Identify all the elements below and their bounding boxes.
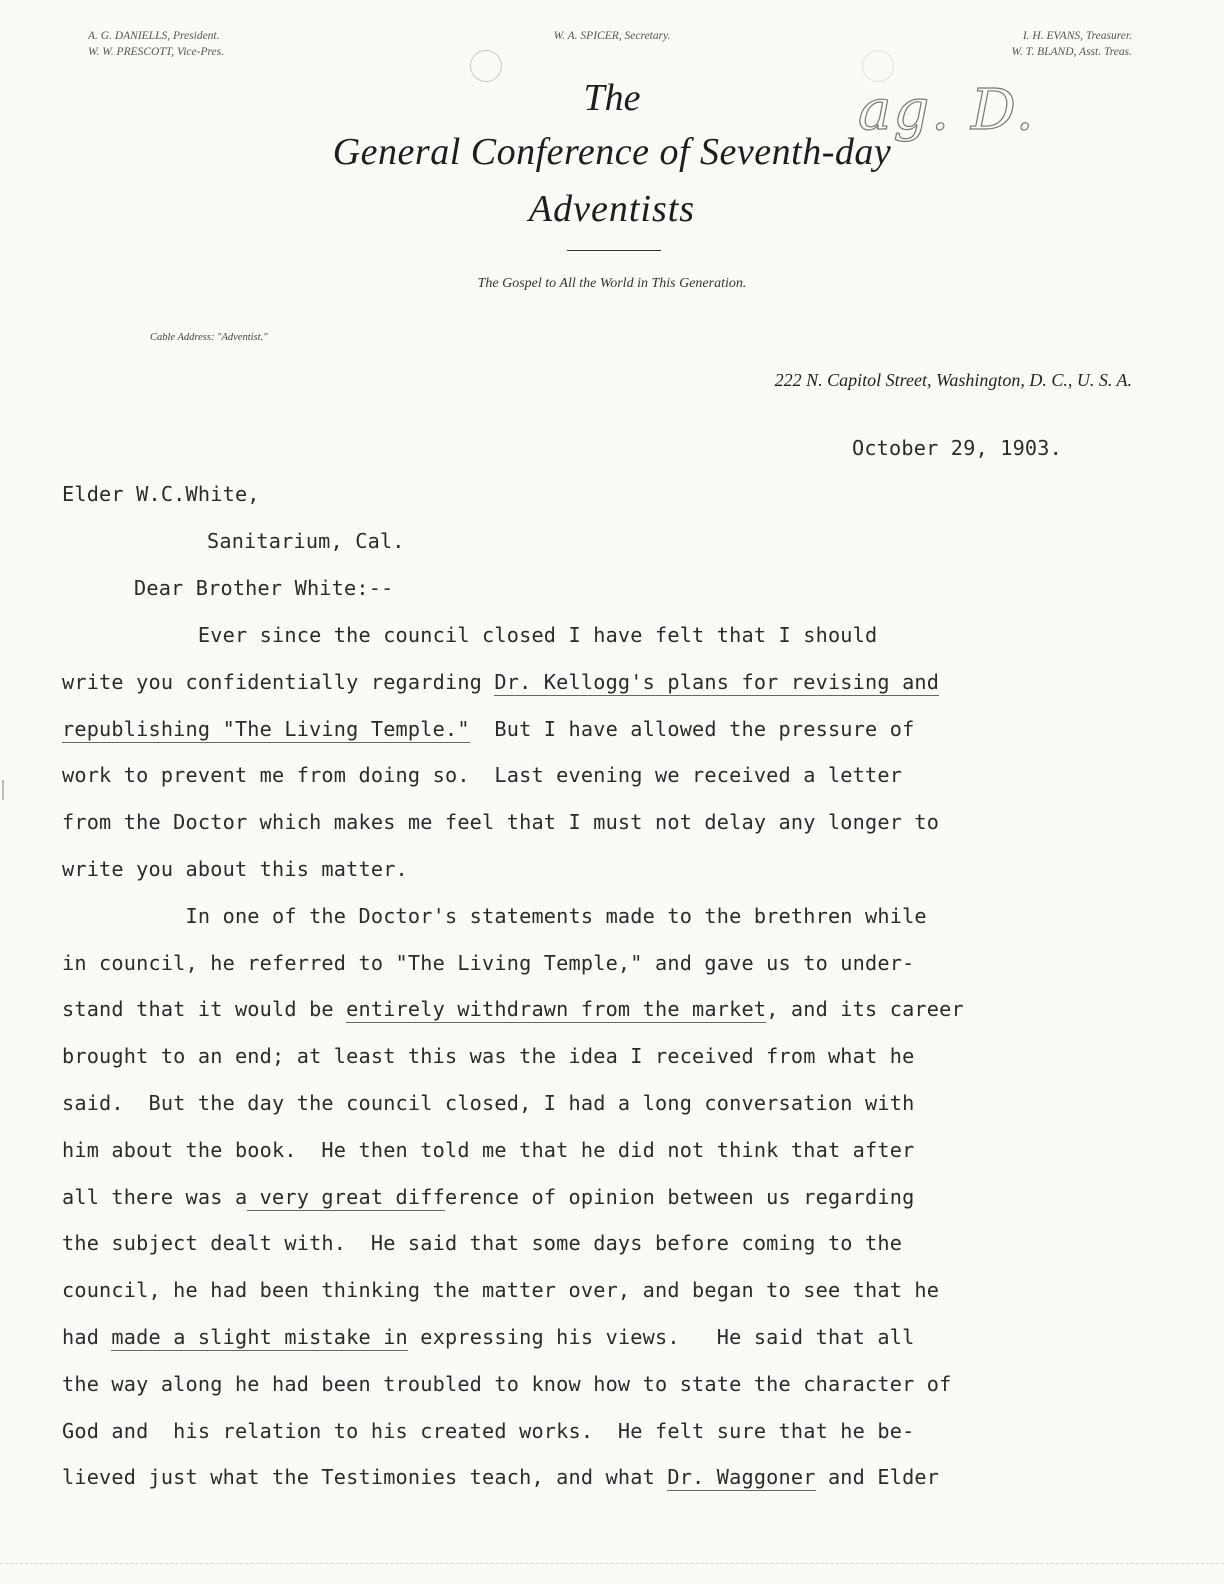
body-text: and Elder [815,1465,940,1490]
officers-right [1012,28,1132,60]
body-text: all there was a [62,1184,248,1209]
body-text: Ever since the council closed I have felt that I should [62,623,878,647]
body-line [62,1185,914,1209]
recipient-name: Elder W.C.White, [62,482,260,506]
salutation: Dear Brother White:-- [134,576,394,600]
officer-treasurer: I. H. EVANS, Treasurer. [1022,30,1132,42]
body-line [62,1231,902,1255]
body-text: had [62,1325,112,1349]
body-text: work to prevent me from doing so. Last evening we received a letter [62,763,903,788]
underlined-text: republishing "The Living Temple." [62,716,470,741]
margin-mark [2,780,4,800]
body-line [62,1091,914,1115]
body-text: him about the book. He then told me that he did not think that after [62,1137,915,1162]
officer-vice-president: W. W. PRESCOTT, Vice-Pres. [88,46,224,58]
body-text: But I have allowed the pressure of [469,716,915,741]
body-line [62,1044,914,1068]
body-text: brought to an end; at least this was the idea I received from what he [62,1044,915,1069]
body-text: from the Doctor which makes me feel that I must not delay any longer to [62,810,940,835]
letterhead-title-the: The [583,77,641,119]
body-line [62,904,927,928]
body-text: , and its career [766,997,964,1022]
body-text: in council, he referred to "The Living Temple," and gave us to under- [62,950,915,975]
letterhead-rule [567,250,661,251]
body-text: write you about this matter. [62,857,408,881]
body-text: council, he had been thinking the matter over, and began to see that he [62,1278,940,1303]
letterhead-title: General Conference of Seventh-day [332,131,892,173]
cable-address: Cable Address: "Adventist." [150,332,268,343]
letterhead-subtitle: Adventists [528,188,696,230]
body-line [62,1278,939,1302]
body-line [62,1138,914,1162]
officer-asst-treasurer: W. T. BLAND, Asst. Treas. [1011,46,1132,58]
body-text: said. But the day the council closed, I had a long conversation with [62,1091,915,1115]
letter-date: October 29, 1903. [851,436,1062,460]
body-text: expressing his views. He said that all [407,1325,915,1349]
underlined-text: entirely withdrawn from the market [346,997,767,1022]
body-text: In one of the Doctor's statements made to the brethren while [62,903,927,928]
body-text: erence of opinion between us regarding [444,1184,915,1209]
body-line [62,763,902,787]
body-line [62,857,408,881]
body-text: stand that it would be [62,997,347,1022]
handwritten-annotation: ag. D. [858,78,1036,143]
body-line [62,670,939,694]
street-address: 222 N. Capitol Street, Washington, D. C., U. S. A. [774,370,1132,390]
underlined-text: Dr. Kellogg's plans for revising and [494,669,940,694]
recipient-place: Sanitarium, Cal. [207,529,405,553]
officer-secretary: W. A. SPICER, Secretary. [553,30,671,42]
body-text: the subject dealt with. He said that some days before coming to the [62,1231,903,1256]
body-text: God and his relation to his created works. He felt sure that he be- [62,1418,915,1443]
body-text: lieved just what the Testimonies teach, and what [62,1465,668,1490]
body-line [62,1372,951,1396]
body-text: write you confidentially regarding [62,669,495,694]
body-line [62,1325,914,1349]
body-line [62,1465,939,1489]
officer-president: A. G. DANIELLS, President. [88,30,220,42]
underlined-text: made a slight mistake in [111,1325,408,1349]
body-line [62,623,877,647]
page-edge-rule [0,1563,1224,1564]
body-text: the way along he had been troubled to know how to state the character of [62,1371,952,1396]
underlined-text: very great diff [247,1184,445,1209]
body-line [62,810,939,834]
body-line [62,997,964,1021]
body-line [62,717,914,741]
letterhead-motto: The Gospel to All the World in This Generation. [477,276,747,291]
body-line [62,951,914,975]
underlined-text: Dr. Waggoner [667,1465,816,1490]
body-line [62,1419,914,1443]
